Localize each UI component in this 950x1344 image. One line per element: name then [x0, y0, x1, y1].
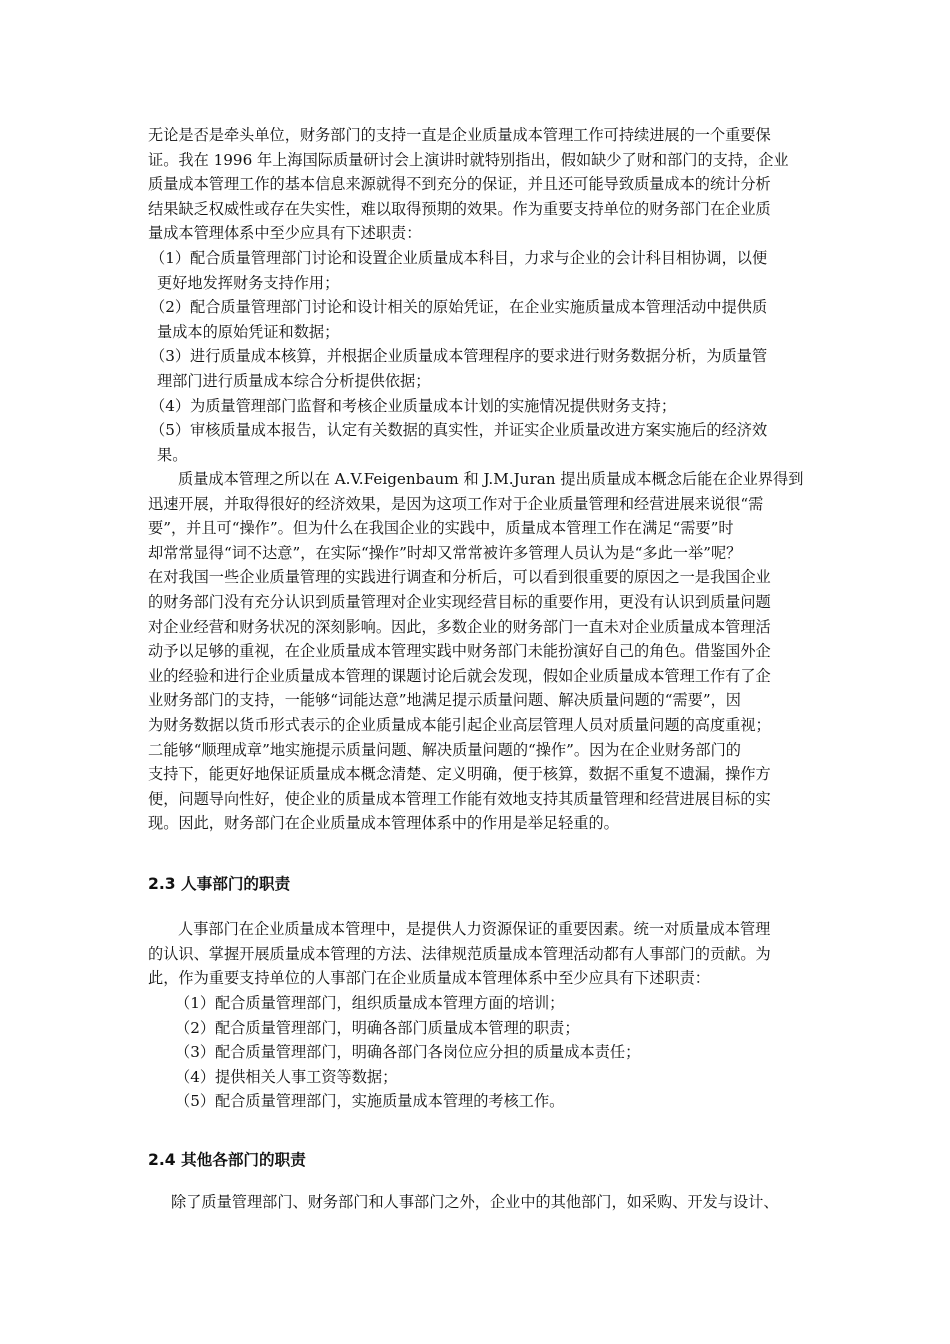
text-line: 证。我在 1996 年上海国际质量研讨会上演讲时就特别指出，假如缺少了财和部门的支持，企业 [148, 150, 789, 169]
text-line: 无论是否是牵头单位，财务部门的支持一直是企业质量成本管理工作可持续进展的一个重要保 [148, 126, 771, 144]
list-item-continuation: 果。 [157, 445, 188, 464]
list-item: （5）审核质量成本报告，认定有关数据的真实性，并证实企业质量改进方案实施后的经济效 [150, 421, 768, 440]
text-line: 业财务部门的支持，一能够“词能达意”地满足提示质量问题、解决质量问题的“需要”，因 [148, 691, 741, 710]
list-item-continuation: 量成本的原始凭证和数据； [157, 322, 340, 341]
text-line: 现。因此，财务部门在企业质量成本管理体系中的作用是举足轻重的。 [148, 814, 619, 833]
list-item-continuation: 更好地发挥财务支持作用； [157, 273, 340, 292]
list-item: （4）提供相关人事工资等数据； [175, 1067, 398, 1086]
text-line: 质量成本管理之所以在 A.V.Feigenbaum 和 J.M.Juran 提出质量成本概念后能在企业界得到 [178, 470, 804, 488]
paragraph-hr-intro [148, 917, 808, 991]
list-item: （1）配合质量管理部门讨论和设置企业质量成本科目，力求与企业的会计科目相协调，以便 [150, 249, 768, 267]
text-line: 量成本管理体系中至少应具有下述职责： [148, 224, 422, 243]
text-line: 迅速开展，并取得很好的经济效果，是因为这项工作对于企业质量管理和经营进展来说很“需 [148, 494, 764, 513]
text-line: 要”，并且可“操作”。但为什么在我国企业的实践中，质量成本管理工作在满足“需要”时 [148, 519, 734, 538]
finance-duties-list [150, 246, 810, 467]
text-line: 在对我国一些企业质量管理的实践进行调查和分析后，可以看到很重要的原因之一是我国企业 [148, 568, 771, 587]
text-line: 结果缺乏权威性或存在失实性，难以取得预期的效果。作为重要支持单位的财务部门在企业质 [148, 199, 771, 218]
paragraph-other-departments [148, 1190, 808, 1215]
section-heading-2-3: 2.3 人事部门的职责 [148, 875, 291, 893]
paragraph-finance-role [148, 467, 808, 836]
text-line: 便，问题导向性好，使企业的质量成本管理工作能有效地支持其质量管理和经营进展目标的实 [148, 789, 771, 808]
section-heading-2-4: 2.4 其他各部门的职责 [148, 1151, 306, 1169]
list-item: （5）配合质量管理部门，实施质量成本管理的考核工作。 [175, 1092, 565, 1111]
text-line: 动予以足够的重视，在企业质量成本管理实践中财务部门未能扮演好自己的角色。借鉴国外企 [148, 642, 771, 661]
text-line: 质量成本管理工作的基本信息来源就得不到充分的保证，并且还可能导致质量成本的统计分析 [148, 175, 771, 194]
list-item: （3）配合质量管理部门，明确各部门各岗位应分担的质量成本责任； [175, 1043, 641, 1062]
text-line: 支持下，能更好地保证质量成本概念清楚、定义明确，便于核算，数据不重复不遗漏，操作方 [148, 765, 771, 784]
text-line: 此，作为重要支持单位的人事部门在企业质量成本管理体系中至少应具有下述职责： [148, 969, 710, 988]
list-item: （2）配合质量管理部门讨论和设计相关的原始凭证，在企业实施质量成本管理活动中提供质 [150, 298, 768, 317]
text-line: 为财务数据以货币形式表示的企业质量成本能引起企业高层管理人员对质量问题的高度重视； [148, 715, 771, 734]
list-item: （3）进行质量成本核算，并根据企业质量成本管理程序的要求进行财务数据分析，为质量管 [150, 347, 768, 366]
paragraph-finance-intro [148, 123, 808, 246]
hr-duties-list [175, 991, 835, 1114]
list-item: （2）配合质量管理部门，明确各部门质量成本管理的职责； [175, 1018, 580, 1037]
list-item: （4）为质量管理部门监督和考核企业质量成本计划的实施情况提供财务支持； [150, 396, 677, 415]
list-item: （1）配合质量管理部门，组织质量成本管理方面的培训； [175, 994, 565, 1012]
text-line: 对企业经营和财务状况的深刻影响。因此，多数企业的财务部门一直未对企业质量成本管理活 [148, 617, 771, 636]
text-line: 的认识、掌握开展质量成本管理的方法、法律规范质量成本管理活动都有人事部门的贡献。为 [148, 944, 771, 963]
text-line: 二能够“顺理成章”地实施提示质量问题、解决质量问题的“操作”。因为在企业财务部门的 [148, 740, 741, 759]
text-line: 的财务部门没有充分认识到质量管理对企业实现经营目标的重要作用，更没有认识到质量问题 [148, 592, 771, 611]
list-item-continuation: 理部门进行质量成本综合分析提供依据； [157, 371, 431, 390]
text-line: 却常常显得“词不达意”，在实际“操作”时却又常常被许多管理人员认为是“多此一举”呢？ [148, 543, 742, 562]
text-line: 除了质量管理部门、财务部门和人事部门之外，企业中的其他部门，如采购、开发与设计、 [171, 1193, 779, 1211]
text-line: 人事部门在企业质量成本管理中，是提供人力资源保证的重要因素。统一对质量成本管理 [178, 920, 771, 938]
text-line: 业的经验和进行企业质量成本管理的课题讨论后就会发现，假如企业质量成本管理工作有了企 [148, 666, 771, 685]
